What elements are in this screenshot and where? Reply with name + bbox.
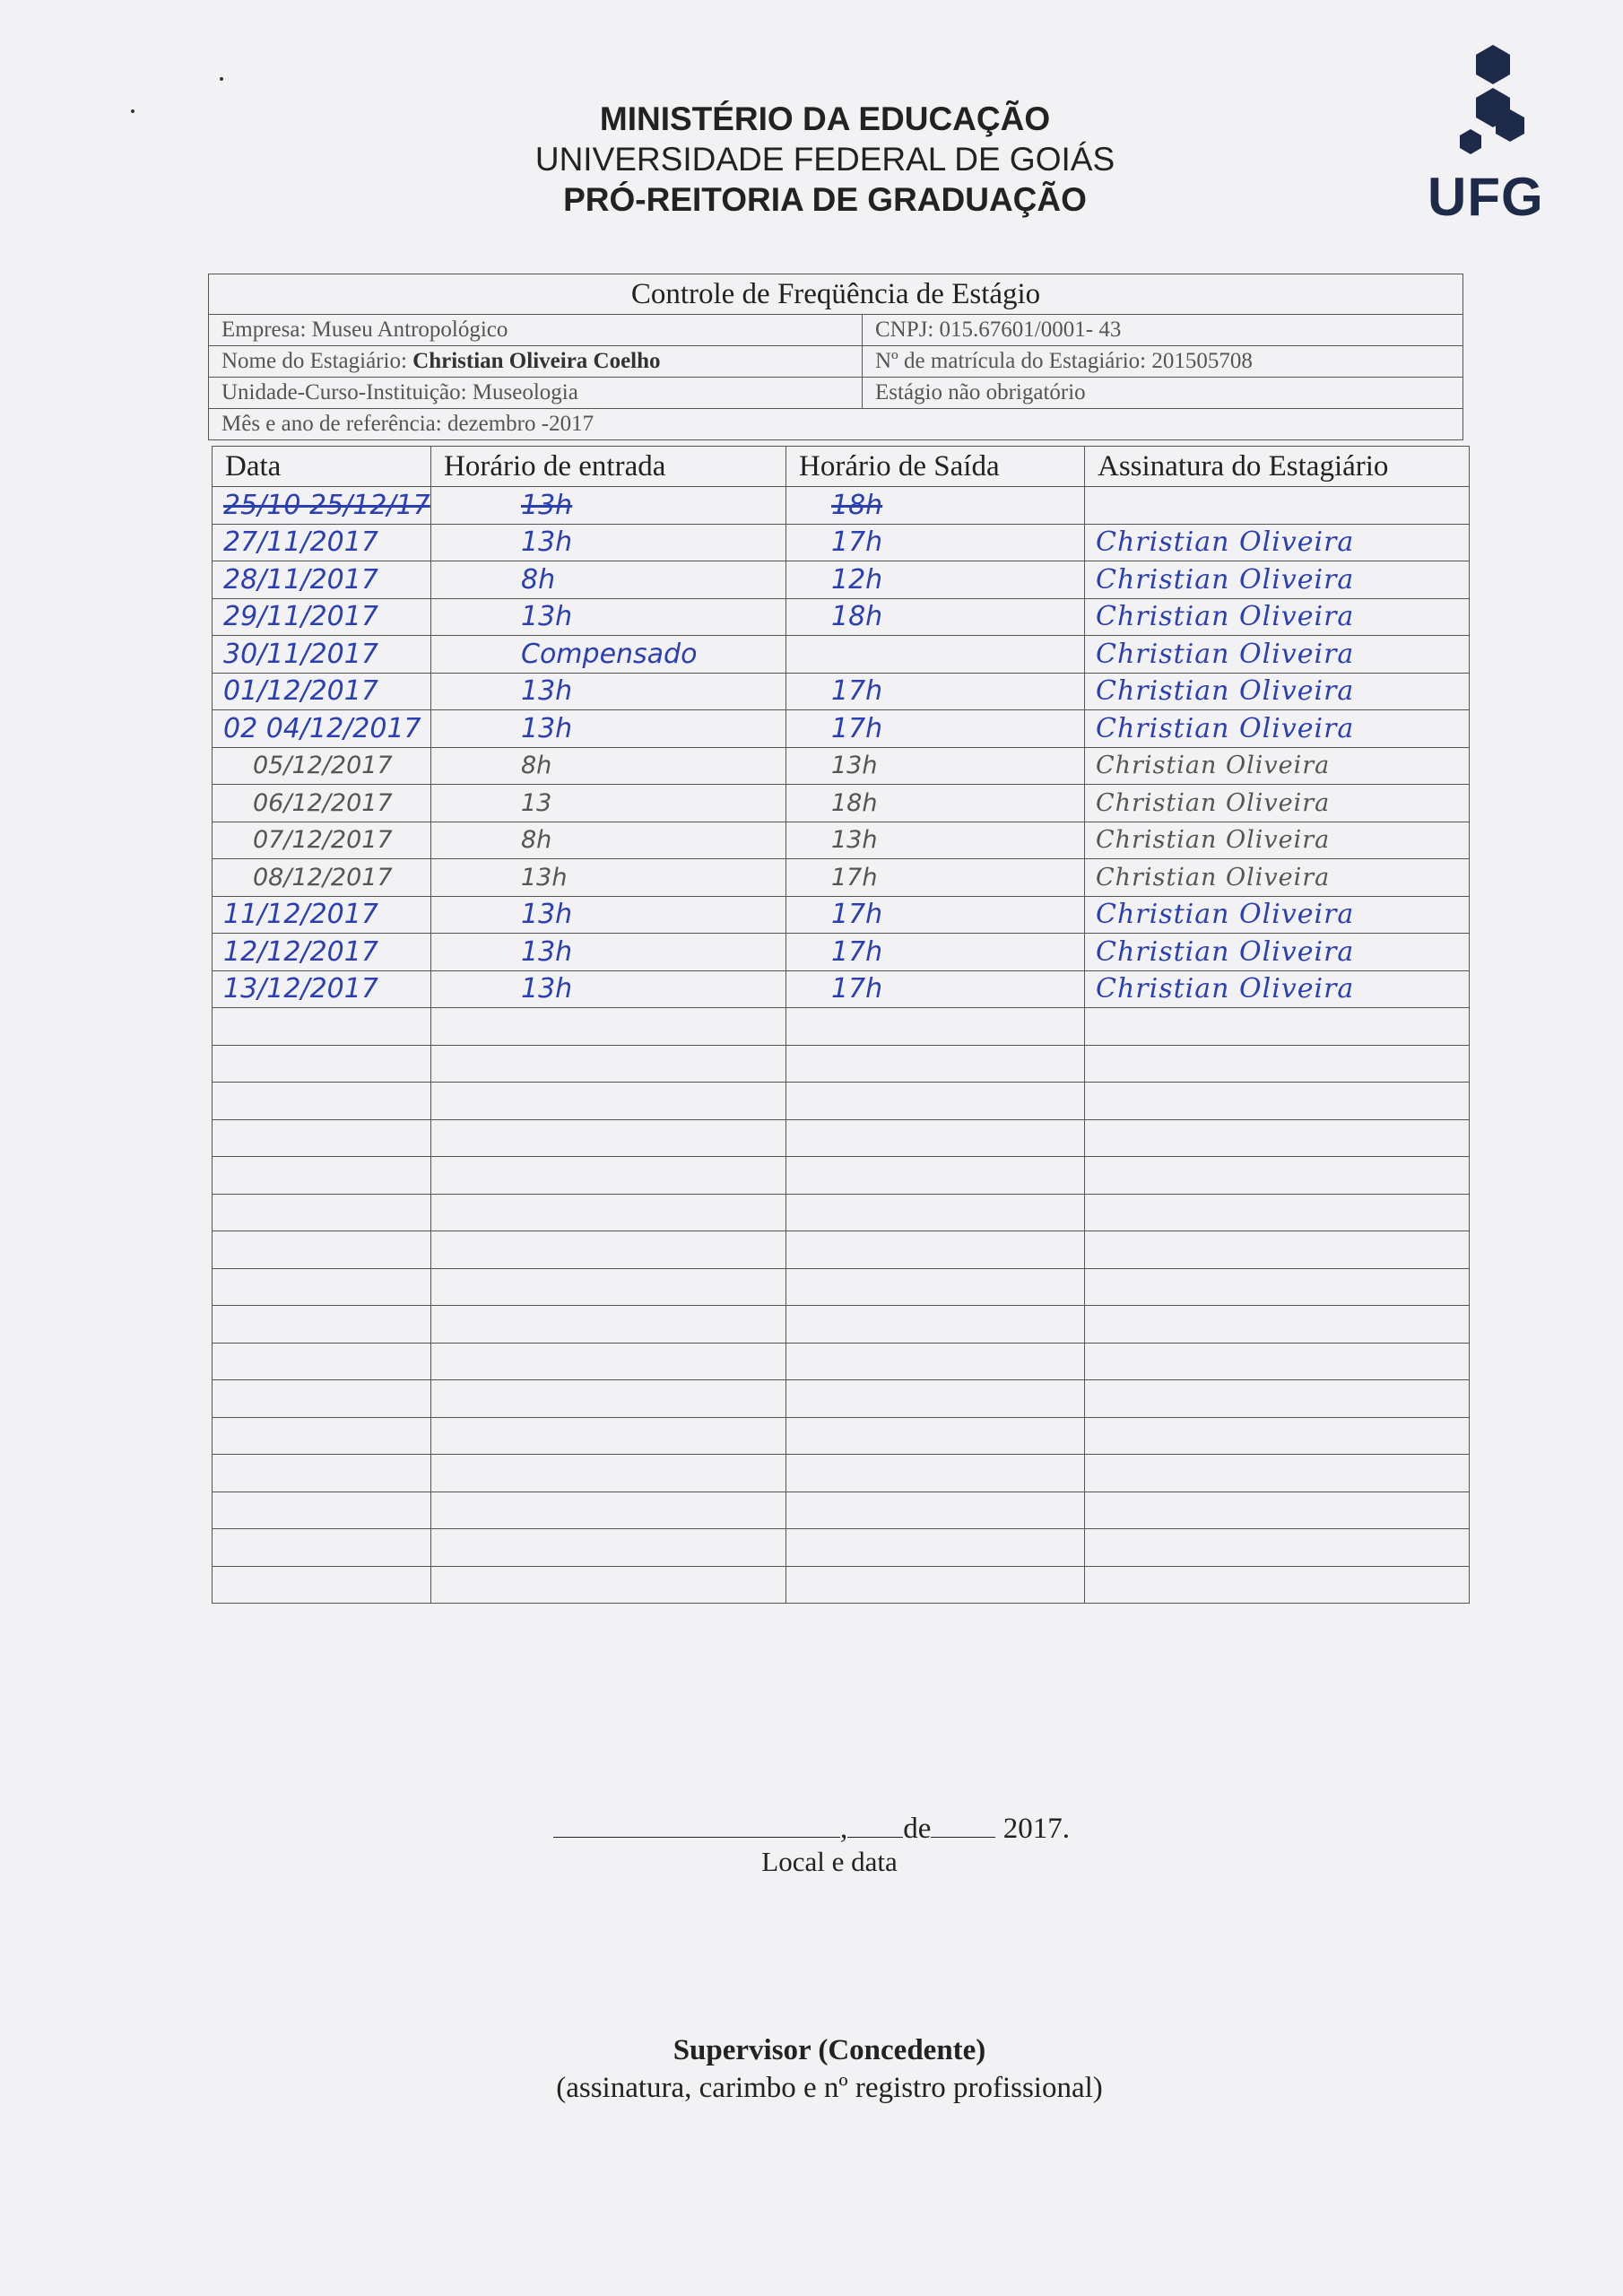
intern-info-table xyxy=(208,274,1463,440)
empty-table-row xyxy=(213,1492,1470,1529)
table-row xyxy=(213,598,1470,636)
intern-name-field xyxy=(209,346,863,378)
date-cell: 27/11/2017 xyxy=(213,524,431,561)
empty-cell xyxy=(786,1268,1085,1306)
exit-time-cell: 13h xyxy=(786,822,1085,859)
empty-cell xyxy=(1085,1306,1470,1344)
table-row xyxy=(213,896,1470,934)
exit-time-cell: 17h xyxy=(786,934,1085,971)
exit-time-cell: 18h xyxy=(786,598,1085,636)
empty-cell xyxy=(431,1417,786,1455)
date-cell: 05/12/2017 xyxy=(213,747,431,785)
exit-time-cell: 17h xyxy=(786,524,1085,561)
empty-cell xyxy=(213,1008,431,1046)
table-row xyxy=(213,636,1470,674)
intern-name-label: Nome do Estagiário: xyxy=(221,349,413,373)
empty-table-row xyxy=(213,1045,1470,1083)
exit-time-cell: 17h xyxy=(786,673,1085,710)
empty-cell xyxy=(213,1343,431,1380)
pro-rectory-title: PRÓ-REITORIA DE GRADUAÇÃO xyxy=(563,181,1087,218)
empty-cell xyxy=(431,1045,786,1083)
empty-cell xyxy=(786,1306,1085,1344)
date-cell: 25/10 25/12/17 xyxy=(213,487,431,525)
empty-table-row xyxy=(213,1455,1470,1492)
empty-cell xyxy=(213,1529,431,1567)
empty-table-row xyxy=(213,1417,1470,1455)
empty-table-row xyxy=(213,1119,1470,1157)
empty-cell xyxy=(213,1306,431,1344)
date-cell: 07/12/2017 xyxy=(213,822,431,859)
empty-cell xyxy=(1085,1455,1470,1492)
empty-cell xyxy=(786,1455,1085,1492)
empty-cell xyxy=(786,1008,1085,1046)
entry-time-cell: 13h xyxy=(431,487,786,525)
empty-cell xyxy=(213,1492,431,1529)
entry-time-cell: 13h xyxy=(431,673,786,710)
reference-month-field: Mês e ano de referência: dezembro -2017 xyxy=(209,409,1463,440)
entry-time-cell: 13h xyxy=(431,710,786,748)
table-row xyxy=(213,673,1470,710)
empty-cell xyxy=(213,1231,431,1269)
empty-cell xyxy=(431,1566,786,1604)
intern-name-value: Christian Oliveira Coelho xyxy=(412,349,661,373)
internship-type-field: Estágio não obrigatório xyxy=(863,378,1463,409)
empty-cell xyxy=(213,1083,431,1120)
place-comma: , xyxy=(840,1813,848,1845)
entry-time-cell: 8h xyxy=(431,747,786,785)
empty-table-row xyxy=(213,1268,1470,1306)
date-cell: 30/11/2017 xyxy=(213,636,431,674)
exit-time-cell: 12h xyxy=(786,561,1085,599)
empty-cell xyxy=(1085,1566,1470,1604)
empty-cell xyxy=(431,1380,786,1418)
empty-cell xyxy=(431,1306,786,1344)
empty-cell xyxy=(431,1343,786,1380)
empty-cell xyxy=(786,1529,1085,1567)
signature-cell: Christian Oliveira xyxy=(1085,747,1470,785)
entry-time-cell: 13h xyxy=(431,934,786,971)
exit-time-cell: 17h xyxy=(786,710,1085,748)
empty-table-row xyxy=(213,1194,1470,1231)
day-blank xyxy=(847,1810,903,1838)
signature-cell: Christian Oliveira xyxy=(1085,896,1470,934)
table-row xyxy=(213,934,1470,971)
empty-cell xyxy=(431,1231,786,1269)
empty-table-row xyxy=(213,1231,1470,1269)
signature-cell: Christian Oliveira xyxy=(1085,524,1470,561)
empty-table-row xyxy=(213,1343,1470,1380)
date-cell: 29/11/2017 xyxy=(213,598,431,636)
unit-course-field: Unidade-Curso-Instituição: Museologia xyxy=(209,378,863,409)
table-row xyxy=(213,747,1470,785)
cnpj-field: CNPJ: 015.67601/0001- 43 xyxy=(863,315,1463,346)
table-row xyxy=(213,785,1470,822)
empty-cell xyxy=(786,1119,1085,1157)
empty-table-row xyxy=(213,1380,1470,1418)
entry-time-column-header: Horário de entrada xyxy=(431,447,786,487)
place-blank xyxy=(553,1810,840,1838)
empty-cell xyxy=(213,1417,431,1455)
empty-table-row xyxy=(213,1566,1470,1604)
empty-cell xyxy=(1085,1083,1470,1120)
signature-cell xyxy=(1085,487,1470,525)
exit-time-cell: 13h xyxy=(786,747,1085,785)
empty-table-row xyxy=(213,1306,1470,1344)
empty-cell xyxy=(1085,1529,1470,1567)
signature-cell: Christian Oliveira xyxy=(1085,970,1470,1008)
empty-cell xyxy=(786,1343,1085,1380)
exit-time-cell xyxy=(786,636,1085,674)
empty-cell xyxy=(1085,1231,1470,1269)
empty-cell xyxy=(431,1157,786,1195)
supervisor-subtitle: (assinatura, carimbo e nº registro profissional) xyxy=(556,2072,1103,2104)
empty-cell xyxy=(1085,1194,1470,1231)
signature-cell: Christian Oliveira xyxy=(1085,636,1470,674)
registration-number-field: Nº de matrícula do Estagiário: 201505708 xyxy=(863,346,1463,378)
attendance-log-table xyxy=(212,446,1470,1604)
exit-time-cell: 17h xyxy=(786,896,1085,934)
date-cell: 28/11/2017 xyxy=(213,561,431,599)
month-blank xyxy=(931,1810,995,1838)
date-cell: 01/12/2017 xyxy=(213,673,431,710)
empty-cell xyxy=(1085,1008,1470,1046)
exit-time-cell: 17h xyxy=(786,859,1085,897)
date-cell: 02 04/12/2017 xyxy=(213,710,431,748)
entry-time-cell: 13h xyxy=(431,896,786,934)
empty-cell xyxy=(431,1119,786,1157)
date-cell: 13/12/2017 xyxy=(213,970,431,1008)
ufg-logo-text: UFG xyxy=(1428,167,1544,227)
signature-cell: Christian Oliveira xyxy=(1085,822,1470,859)
empty-cell xyxy=(786,1380,1085,1418)
date-cell: 11/12/2017 xyxy=(213,896,431,934)
attendance-log-body xyxy=(213,487,1470,1604)
empty-cell xyxy=(213,1194,431,1231)
signature-cell: Christian Oliveira xyxy=(1085,859,1470,897)
place-date-line xyxy=(0,1810,1623,1846)
empty-cell xyxy=(431,1008,786,1046)
empty-cell xyxy=(786,1194,1085,1231)
year-text: 2017. xyxy=(1002,1813,1070,1845)
table-row xyxy=(213,710,1470,748)
signature-cell: Christian Oliveira xyxy=(1085,673,1470,710)
entry-time-cell: 8h xyxy=(431,822,786,859)
empty-cell xyxy=(786,1417,1085,1455)
date-cell: 06/12/2017 xyxy=(213,785,431,822)
empty-cell xyxy=(1085,1157,1470,1195)
signature-cell: Christian Oliveira xyxy=(1085,710,1470,748)
table-row xyxy=(213,822,1470,859)
empty-cell xyxy=(1085,1343,1470,1380)
signature-column-header: Assinatura do Estagiário xyxy=(1085,447,1470,487)
company-field: Empresa: Museu Antropológico xyxy=(209,315,863,346)
empty-cell xyxy=(786,1045,1085,1083)
empty-cell xyxy=(431,1492,786,1529)
empty-cell xyxy=(786,1492,1085,1529)
table-row xyxy=(213,970,1470,1008)
empty-cell xyxy=(213,1119,431,1157)
exit-time-cell: 18h xyxy=(786,785,1085,822)
table-row xyxy=(213,487,1470,525)
date-cell: 08/12/2017 xyxy=(213,859,431,897)
exit-time-column-header: Horário de Saída xyxy=(786,447,1085,487)
entry-time-cell: 13h xyxy=(431,859,786,897)
empty-cell xyxy=(431,1455,786,1492)
document-header xyxy=(0,99,1623,221)
ministry-title: MINISTÉRIO DA EDUCAÇÃO xyxy=(599,100,1051,137)
empty-cell xyxy=(786,1157,1085,1195)
university-title: UNIVERSIDADE FEDERAL DE GOIÁS xyxy=(534,141,1115,178)
table-row xyxy=(213,859,1470,897)
entry-time-cell: 8h xyxy=(431,561,786,599)
entry-time-cell: 13h xyxy=(431,524,786,561)
empty-cell xyxy=(213,1566,431,1604)
empty-cell xyxy=(431,1529,786,1567)
date-cell: 12/12/2017 xyxy=(213,934,431,971)
signature-cell: Christian Oliveira xyxy=(1085,934,1470,971)
exit-time-cell: 18h xyxy=(786,487,1085,525)
de-word: de xyxy=(903,1813,932,1845)
empty-table-row xyxy=(213,1008,1470,1046)
empty-cell xyxy=(1085,1045,1470,1083)
empty-table-row xyxy=(213,1083,1470,1120)
entry-time-cell: 13 xyxy=(431,785,786,822)
empty-cell xyxy=(786,1566,1085,1604)
empty-cell xyxy=(431,1268,786,1306)
empty-cell xyxy=(786,1231,1085,1269)
empty-cell xyxy=(1085,1492,1470,1529)
table-row xyxy=(213,561,1470,599)
empty-cell xyxy=(1085,1119,1470,1157)
scan-speck xyxy=(220,77,223,81)
empty-cell xyxy=(431,1194,786,1231)
exit-time-cell: 17h xyxy=(786,970,1085,1008)
empty-cell xyxy=(1085,1380,1470,1418)
empty-cell xyxy=(786,1083,1085,1120)
empty-cell xyxy=(213,1157,431,1195)
empty-cell xyxy=(213,1380,431,1418)
empty-cell xyxy=(213,1268,431,1306)
signature-cell: Christian Oliveira xyxy=(1085,785,1470,822)
table-row xyxy=(213,524,1470,561)
empty-cell xyxy=(213,1455,431,1492)
empty-table-row xyxy=(213,1529,1470,1567)
form-title: Controle de Freqüência de Estágio xyxy=(209,274,1463,315)
empty-cell xyxy=(431,1083,786,1120)
empty-cell xyxy=(213,1045,431,1083)
supervisor-title: Supervisor (Concedente) xyxy=(673,2034,986,2066)
signature-cell: Christian Oliveira xyxy=(1085,561,1470,599)
entry-time-cell: 13h xyxy=(431,970,786,1008)
empty-table-row xyxy=(213,1157,1470,1195)
entry-time-cell: 13h xyxy=(431,598,786,636)
signature-cell: Christian Oliveira xyxy=(1085,598,1470,636)
date-column-header: Data xyxy=(213,447,431,487)
table-header-row xyxy=(213,447,1470,487)
entry-time-cell: Compensado xyxy=(431,636,786,674)
empty-cell xyxy=(1085,1417,1470,1455)
place-date-label: Local e data xyxy=(761,1846,898,1877)
empty-cell xyxy=(1085,1268,1470,1306)
